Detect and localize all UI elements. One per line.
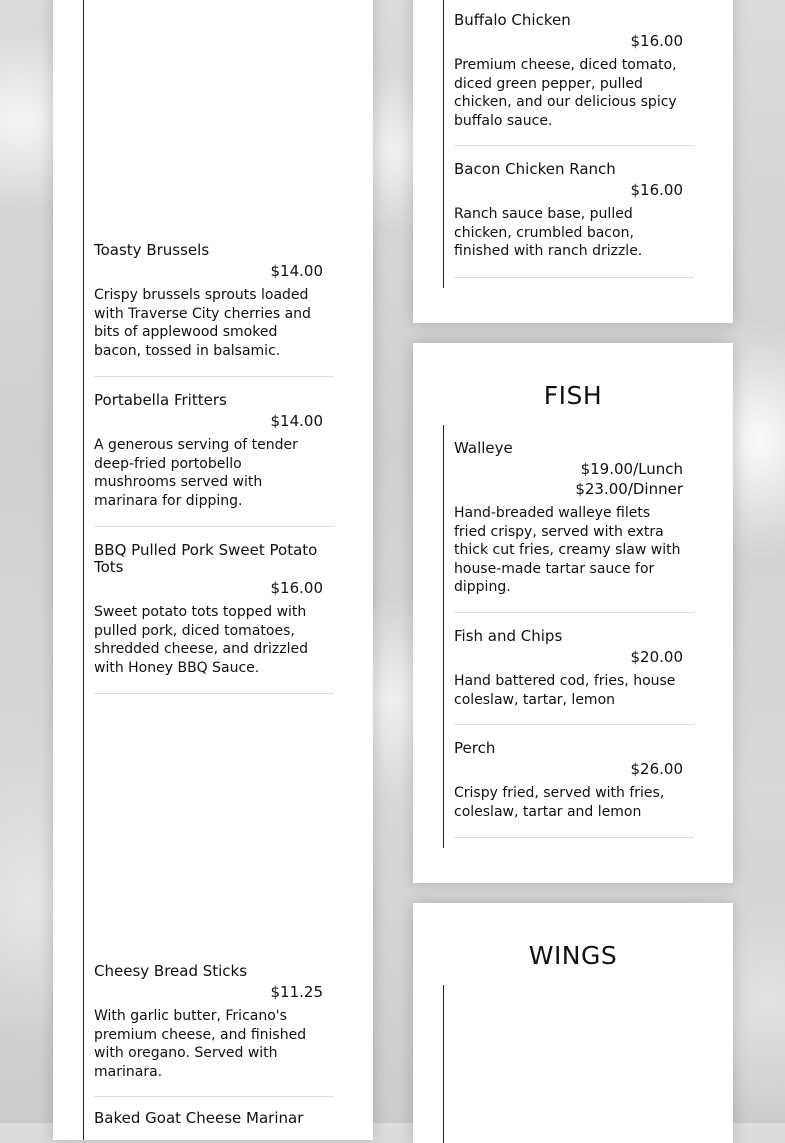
menu-item-name: Buffalo Chicken bbox=[454, 11, 571, 29]
menu-item-price: $16.00 bbox=[270, 579, 323, 597]
menu-item-description: Hand battered cod, fries, house coleslaw, tartar, lemon bbox=[454, 673, 676, 708]
menu-item-divider bbox=[94, 526, 334, 527]
menu-item bbox=[94, 1110, 323, 1127]
menu-item bbox=[454, 740, 683, 821]
menu-item-divider bbox=[454, 145, 694, 146]
menu-item-price: $14.00 bbox=[270, 412, 323, 430]
menu-item bbox=[94, 542, 323, 677]
menu-item-description: Ranch sauce base, pulled chicken, crumbled bacon, finished with ranch drizzle. bbox=[454, 206, 643, 260]
menu-item-divider bbox=[454, 277, 694, 278]
menu-item-price: $14.00 bbox=[270, 262, 323, 280]
section-title: WINGS bbox=[528, 941, 618, 970]
menu-item-price-dinner: $23.00/Dinner bbox=[575, 480, 683, 498]
section-title: FISH bbox=[543, 381, 603, 410]
menu-item-name: Baked Goat Cheese Marinar bbox=[94, 1110, 304, 1127]
menu-item-description: Crispy fried, served with fries, coleslaw, tartar and lemon bbox=[454, 785, 665, 820]
menu-item-description: Hand-breaded walleye filets fried crispy, served with extra thick cut fries, creamy slaw with house-made tartar sauce for dipping. bbox=[454, 505, 681, 596]
menu-item-price: $26.00 bbox=[630, 760, 683, 778]
menu-item-divider bbox=[94, 376, 334, 377]
menu-item-description: With garlic butter, Fricano's premium cheese, and finished with oregano. Served with marinara. bbox=[94, 1008, 307, 1080]
menu-item bbox=[94, 963, 323, 1081]
menu-item bbox=[94, 392, 323, 510]
menu-item bbox=[454, 440, 683, 597]
pizza-divider-line bbox=[443, 0, 444, 288]
menu-item-name: BBQ Pulled Pork Sweet Potato Tots bbox=[94, 541, 318, 576]
menu-item bbox=[94, 242, 323, 360]
menu-item-divider bbox=[454, 837, 694, 838]
menu-item-divider bbox=[94, 1096, 334, 1097]
menu-item-description: Crispy brussels sprouts loaded with Traverse City cherries and bits of applewood smoked bacon, tossed in balsamic. bbox=[94, 287, 311, 359]
menu-item-price: $11.25 bbox=[270, 983, 323, 1001]
menu-item-name: Perch bbox=[454, 739, 496, 757]
appetizers-divider-line bbox=[83, 0, 84, 1140]
menu-item bbox=[454, 12, 683, 130]
menu-item-price: $20.00 bbox=[630, 648, 683, 666]
menu-item-name: Toasty Brussels bbox=[94, 241, 210, 259]
menu-item bbox=[454, 161, 683, 261]
menu-item-name: Cheesy Bread Sticks bbox=[94, 962, 248, 980]
menu-item-name: Portabella Fritters bbox=[94, 391, 227, 409]
menu-item-name: Bacon Chicken Ranch bbox=[454, 160, 616, 178]
menu-item-name: Fish and Chips bbox=[454, 627, 563, 645]
menu-item-divider bbox=[94, 693, 334, 694]
menu-item-description: Sweet potato tots topped with pulled pork, diced tomatoes, shredded cheese, and drizzled with Honey BBQ Sauce. bbox=[94, 604, 308, 676]
pizza-card bbox=[413, 0, 733, 323]
menu-item-name: Walleye bbox=[454, 439, 513, 457]
menu-item-divider bbox=[454, 724, 694, 725]
fish-card bbox=[413, 343, 733, 883]
appetizers-card bbox=[53, 0, 373, 1140]
menu-item bbox=[454, 628, 683, 709]
fish-divider-line bbox=[443, 425, 444, 848]
menu-item-description: A generous serving of tender deep-fried portobello mushrooms served with marinara for dipping. bbox=[94, 437, 298, 509]
menu-item-divider bbox=[454, 612, 694, 613]
menu-item-price-lunch: $19.00/Lunch bbox=[580, 460, 683, 478]
menu-item-description: Premium cheese, diced tomato, diced green pepper, pulled chicken, and our delicious spicy buffalo sauce. bbox=[454, 57, 677, 129]
wings-divider-line bbox=[443, 985, 444, 1143]
menu-item-price: $16.00 bbox=[630, 32, 683, 50]
wings-card bbox=[413, 903, 733, 1143]
menu-item-price: $16.00 bbox=[630, 181, 683, 199]
